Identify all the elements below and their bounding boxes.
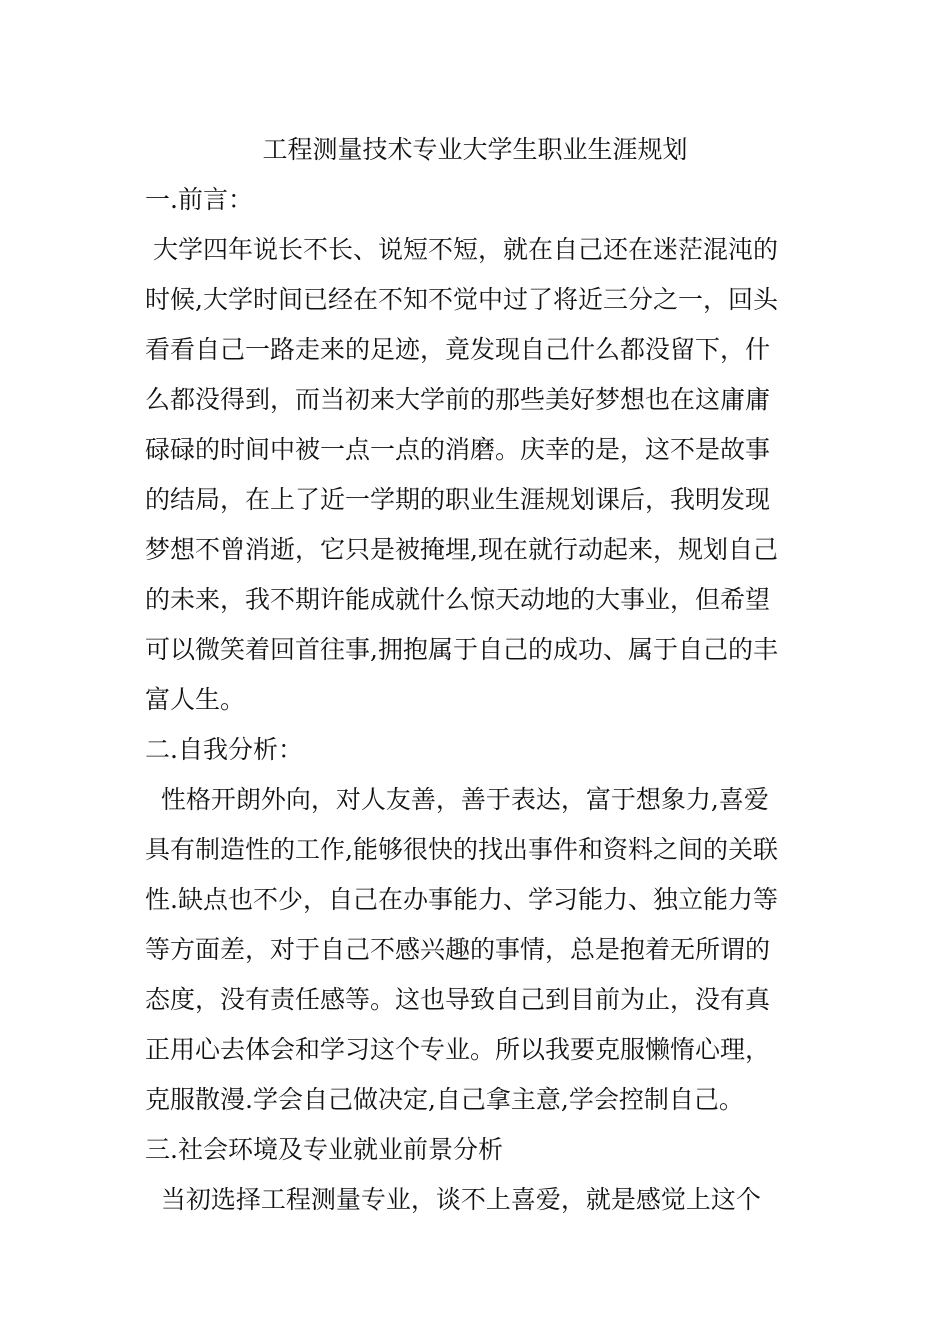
paragraph-line: 正用心去体会和学习这个专业。所以我要克服懒惰心理， xyxy=(145,1035,771,1064)
paragraph-line: 富人生。 xyxy=(145,685,246,714)
paragraph-line: 可以微笑着回首往事,拥抱属于自己的成功、属于自己的丰 xyxy=(145,635,778,664)
paragraph-line: 性.缺点也不少，自己在办事能力、学习能力、独立能力等 xyxy=(145,885,778,914)
paragraph-line: 梦想不曾消逝，它只是被掩埋,现在就行动起来，规划自己 xyxy=(145,535,778,564)
paragraph-line: 的结局，在上了近一学期的职业生涯规划课后，我明发现 xyxy=(145,485,771,514)
section-heading: 一.前言： xyxy=(145,185,253,214)
paragraph-line: 等方面差，对于自己不感兴趣的事情，总是抱着无所谓的 xyxy=(145,935,771,964)
paragraph-line: 么都没得到，而当初来大学前的那些美好梦想也在这庸庸 xyxy=(145,385,771,414)
paragraph-line: 当初选择工程测量专业，谈不上喜爱，就是感觉上这个 xyxy=(145,1185,761,1214)
paragraph-line: 看看自己一路走来的足迹，竟发现自己什么都没留下，什 xyxy=(145,335,771,364)
paragraph-line: 的未来，我不期许能成就什么惊天动地的大事业，但希望 xyxy=(145,585,771,614)
paragraph-line: 大学四年说长不长、说短不短，就在自己还在迷茫混沌的 xyxy=(145,235,778,264)
document-title: 工程测量技术专业大学生职业生涯规划 xyxy=(262,135,688,164)
paragraph-line: 克服散漫.学会自己做决定,自己拿主意,学会控制自己。 xyxy=(145,1085,744,1114)
section-heading: 二.自我分析： xyxy=(145,735,303,764)
paragraph-line: 性格开朗外向，对人友善，善于表达，富于想象力,喜爱 xyxy=(145,785,769,814)
paragraph-line: 时候,大学时间已经在不知不觉中过了将近三分之一，回头 xyxy=(145,285,778,314)
section-heading: 三.社会环境及专业就业前景分析 xyxy=(145,1135,503,1164)
paragraph-line: 碌碌的时间中被一点一点的消磨。庆幸的是，这不是故事 xyxy=(145,435,771,464)
paragraph-line: 态度，没有责任感等。这也导致自己到目前为止，没有真 xyxy=(145,985,771,1014)
paragraph-line: 具有制造性的工作,能够很快的找出事件和资料之间的关联 xyxy=(145,835,778,864)
